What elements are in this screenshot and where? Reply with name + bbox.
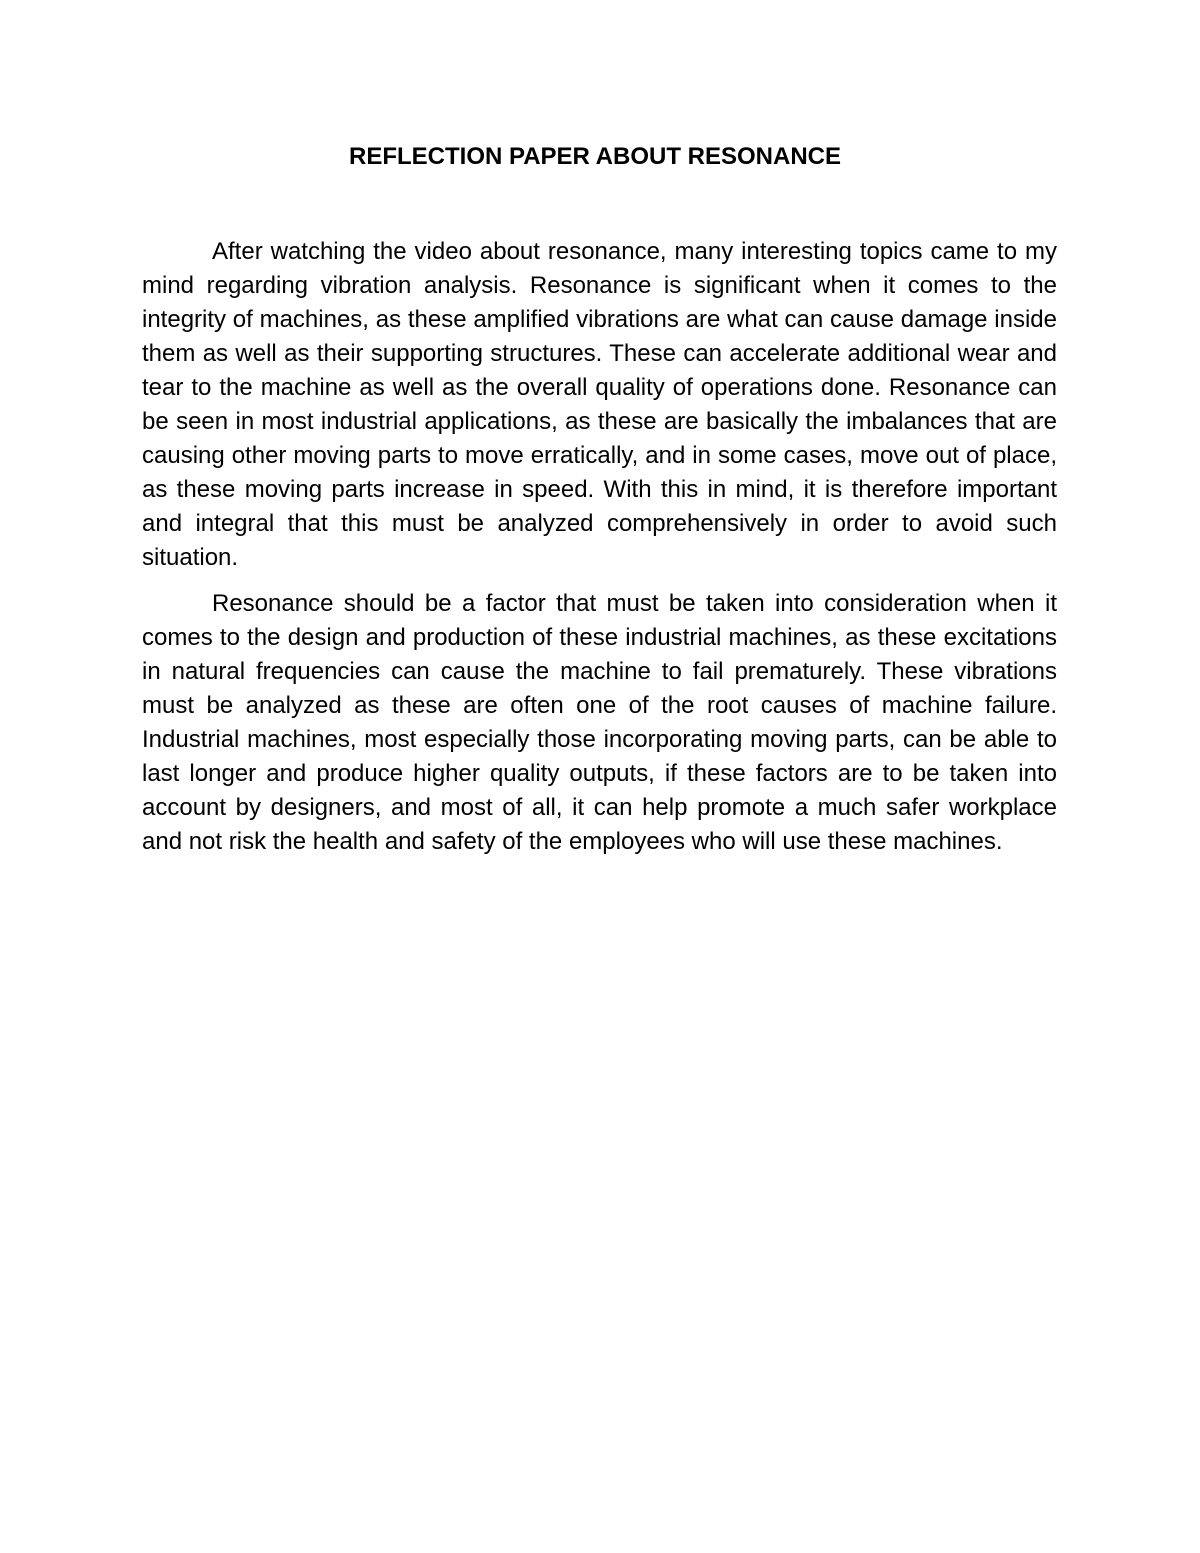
paragraph-2: Resonance should be a factor that must be taken into consideration when it comes to the design and production of these industrial machines, as these excitations in natural frequencies can cause the machine to fail prematurely. These vibrations must be analyzed as these are often one of the root causes of machine failure. Industrial machines, most especially those incorporating moving parts, can be able to last longer and produce higher quality outputs, if these factors are to be taken into account by designers, and most of all, it can help promote a much safer workplace and not risk the health and safety of the employees who will use these machines. (142, 590, 1057, 855)
document-title: REFLECTION PAPER ABOUT RESONANCE (348, 143, 842, 170)
document-body (142, 235, 1057, 871)
paragraph-1: After watching the video about resonance, many interesting topics came to my mind regarding vibration analysis. Resonance is significant when it comes to the integrity of machines, as these amplified vibrations are what can cause damage inside them as well as their supporting structures. These can accelerate additional wear and tear to the machine as well as the overall quality of operations done. Resonance can be seen in most industrial applications, as these are basically the imbalances that are causing other moving parts to move erratically, and in some cases, move out of place, as these moving parts increase in speed. With this in mind, it is therefore important and integral that this must be analyzed comprehensively in order to avoid such situation. (142, 238, 1057, 571)
